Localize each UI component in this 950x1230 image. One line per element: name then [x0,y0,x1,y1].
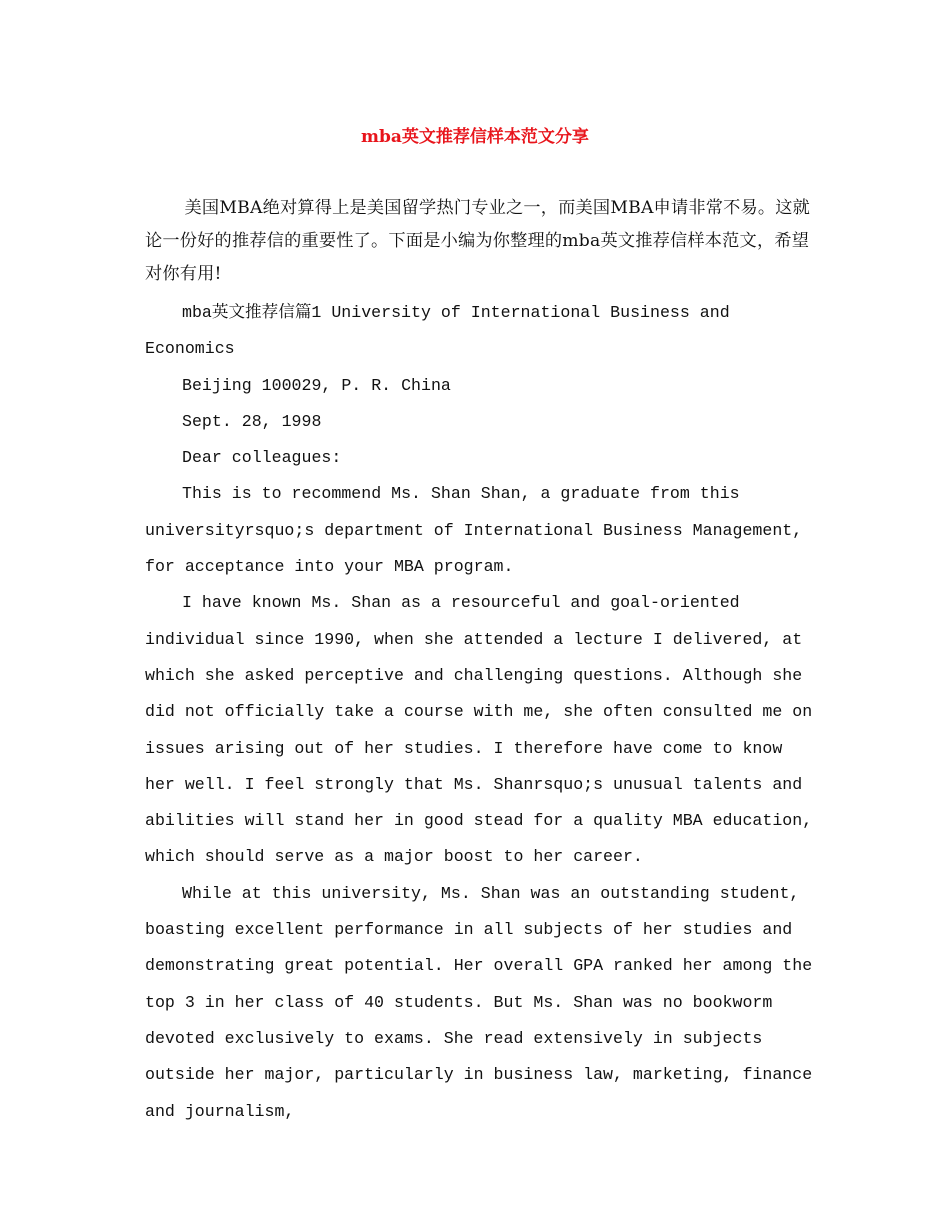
document-body [145,192,817,1130]
intro-paragraph: 美国MBA绝对算得上是美国留学热门专业之一，而美国MBA申请非常不易。这就论一份好的推荐信的重要性了。下面是小编为你整理的mba英文推荐信样本范文，希望对你有用! [145,198,811,284]
letter-salutation: Dear colleagues: [182,448,342,468]
letter-heading: mba英文推荐信篇1 University of International Business and Economics [145,303,730,359]
letter-date: Sept. 28, 1998 [182,411,322,431]
letter-address: Beijing 100029, P. R. China [182,375,451,395]
letter-paragraph: While at this university, Ms. Shan was an outstanding student, boasting excellent performance in all subjects of her studies and demonstrating great potential. Her overall GPA ranked her among the top 3 in her class of 40 students. But Ms. Shan was no bookworm devoted exclusively to exams. She read extensively in subjects outside her major, particularly in business law, marketing, finance and journalism, [145,883,813,1121]
document-title: mba英文推荐信样本范文分享 [361,127,589,147]
letter-paragraph: I have known Ms. Shan as a resourceful and goal-oriented individual since 1990, when she attended a lecture I delivered, at which she asked perceptive and challenging questions. Although she did not officially take a course with me, she often consulted me on issues arising out of her studies. I therefore have come to know her well. I feel strongly that Ms. Shanrsquo;s unusual talents and abilities will stand her in good stead for a quality MBA education, which should serve as a major boost to her career. [145,593,813,867]
letter-paragraph: This is to recommend Ms. Shan Shan, a graduate from this universityrsquo;s department of International Business Management, for acceptance into your MBA program. [145,484,803,577]
